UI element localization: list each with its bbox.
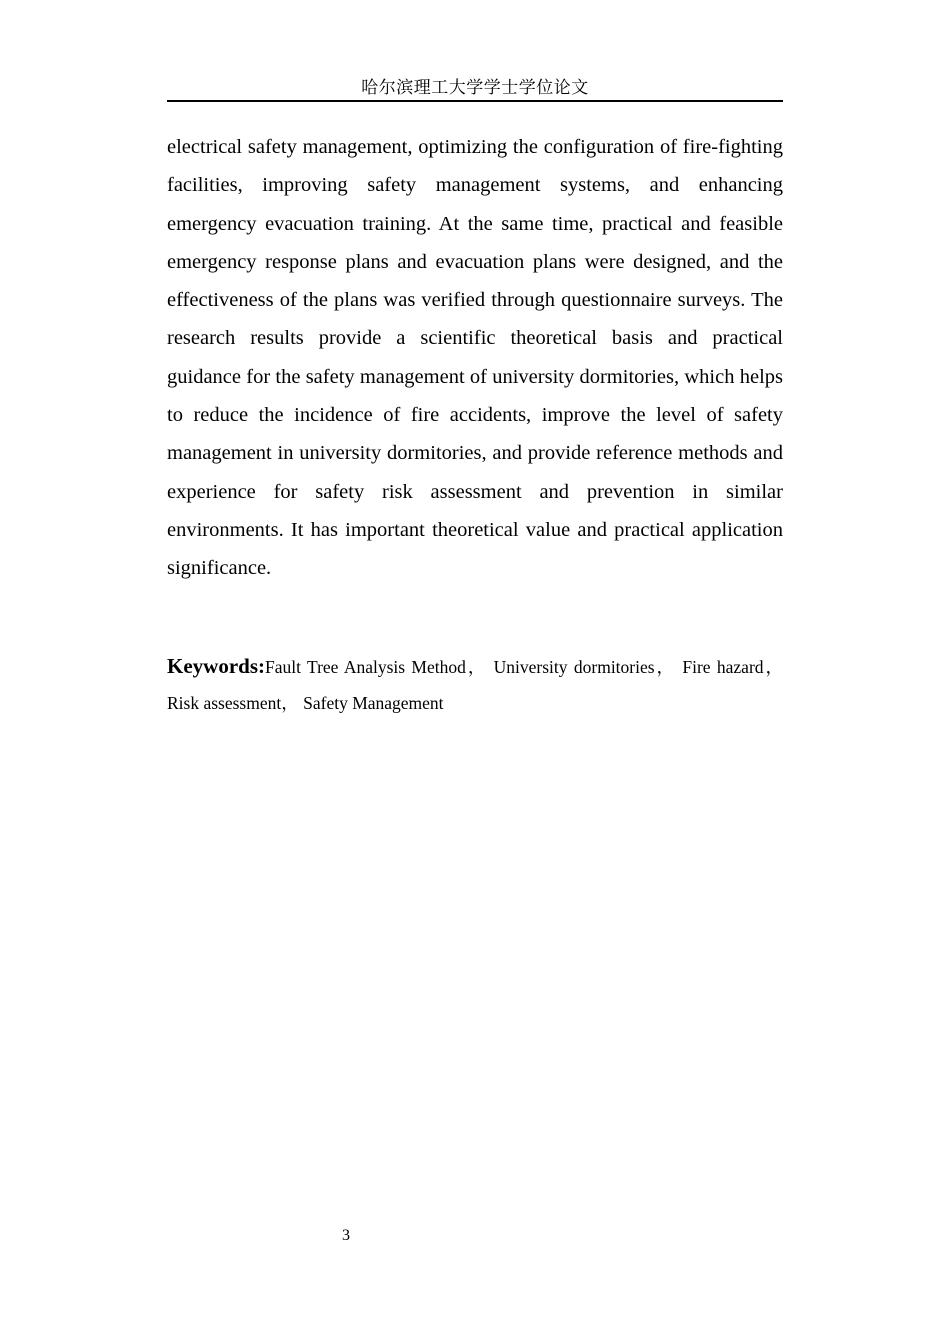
page-header	[167, 76, 783, 102]
keywords-label: Keywords:	[167, 654, 265, 678]
header-title: 哈尔滨理工大学学士学位论文	[361, 78, 589, 98]
abstract-body-text: electrical safety management, optimizing the configuration of fire-fighting facilities, improving safety management systems, and enhancing emergency evacuation training. At the same time, practical and feasible emergency response plans and evacuation plans were designed, and the effectiveness of the plans was verified through questionnaire surveys. The research results provide a scientific theoretical basis and practical guidance for the safety management of university dormitories, which helps to reduce the incidence of fire accidents, improve the level of safety management in university dormitories, and provide reference methods and experience for safety risk assessment and prevention in similar environments. It has important theoretical value and practical application significance.	[167, 136, 783, 580]
keywords-paragraph	[167, 648, 783, 721]
page-number: 3	[342, 1227, 350, 1244]
keywords-list: Fault Tree Analysis Method， University dormitories， Fire hazard，Risk assessment， Safety Management	[167, 657, 783, 713]
